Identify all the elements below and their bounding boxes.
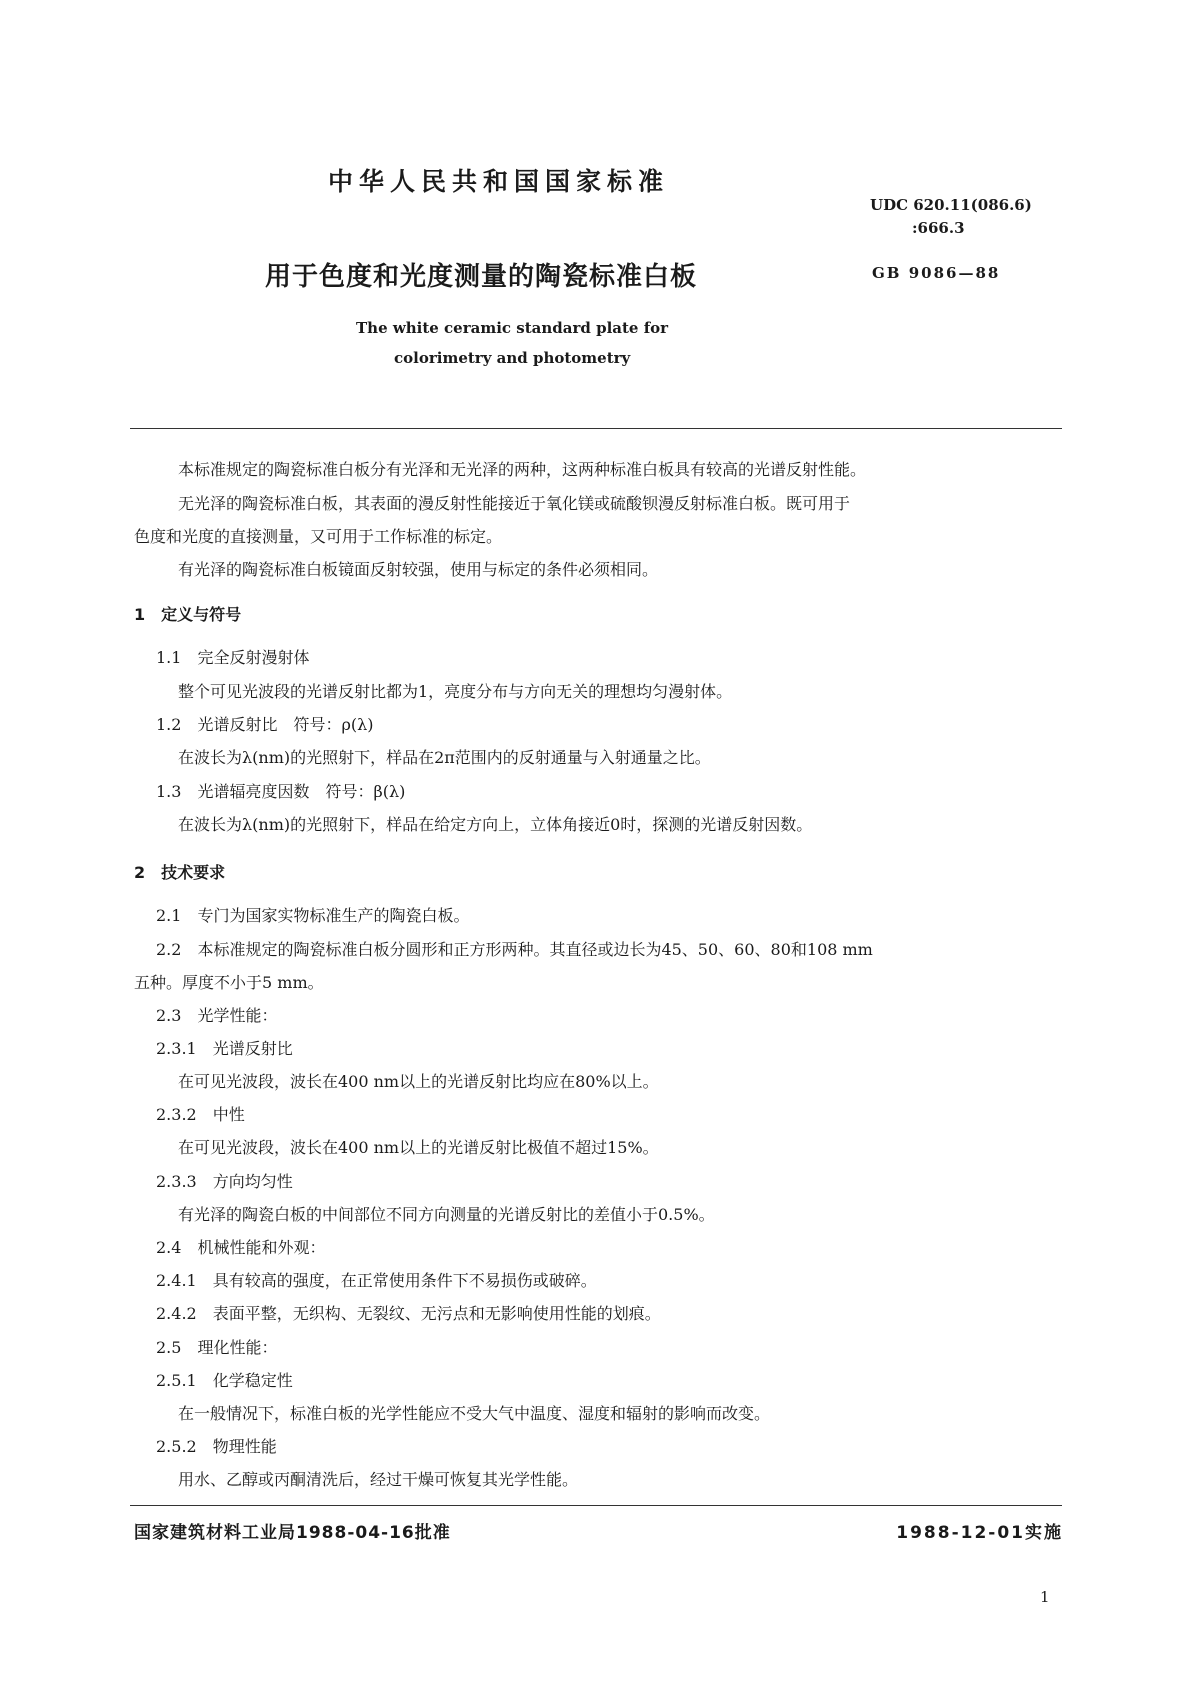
udc-code: UDC 620.11(086.6) [870,196,1032,214]
intro-paragraph-2: 无光泽的陶瓷标准白板，其表面的漫反射性能接近于氧化镁或硫酸钡漫反射标准白板。既可用于 [178,494,851,513]
intro-paragraph-1: 本标准规定的陶瓷标准白板分有光泽和无光泽的两种，这两种标准白板具有较高的光谱反射性能。 [178,460,867,479]
clause-2-2-cont: 五种。厚度不小于5 mm。 [134,973,324,992]
clause-2-4: 2.4 机械性能和外观： [156,1238,326,1257]
footer-divider [130,1505,1062,1506]
implementation-date: 1988-12-01实施 [896,1523,1063,1543]
gb-number: GB 9086—88 [872,264,1001,282]
clause-1-1: 1.1 完全反射漫射体 [156,648,310,667]
section-1-heading: 1 定义与符号 [134,605,242,624]
clause-1-2: 1.2 光谱反射比 符号：ρ(λ) [156,715,374,734]
english-title-line1: The white ceramic standard plate for [356,319,669,337]
clause-2-5-1: 2.5.1 化学稳定性 [156,1371,293,1390]
clause-2-2: 2.2 本标准规定的陶瓷标准白板分圆形和正方形两种。其直径或边长为45、50、60、80和108 mm [156,940,873,959]
header-divider [130,428,1062,429]
clause-2-3-3: 2.3.3 方向均匀性 [156,1172,293,1191]
udc-code-continued: :666.3 [912,219,965,237]
national-standard-title: 中华人民共和国国家标准 [328,167,670,196]
clause-2-5: 2.5 理化性能： [156,1338,278,1357]
clause-2-1: 2.1 专门为国家实物标准生产的陶瓷白板。 [156,906,470,925]
clause-1-1-text: 整个可见光波段的光谱反射比都为1，亮度分布与方向无关的理想均匀漫射体。 [178,682,733,701]
page-number: 1 [1040,1588,1050,1606]
document-title: 用于色度和光度测量的陶瓷标准白板 [265,262,698,292]
english-title-line2: colorimetry and photometry [394,349,631,367]
clause-2-3: 2.3 光学性能： [156,1006,278,1025]
clause-2-3-2: 2.3.2 中性 [156,1105,245,1124]
intro-paragraph-2-cont: 色度和光度的直接测量，又可用于工作标准的标定。 [134,527,503,546]
clause-2-4-1: 2.4.1 具有较高的强度，在正常使用条件下不易损伤或破碎。 [156,1271,597,1290]
clause-1-3-text: 在波长为λ(nm)的光照射下，样品在给定方向上，立体角接近0时，探测的光谱反射因数。 [178,815,813,834]
approval-statement: 国家建筑材料工业局1988-04-16批准 [134,1523,451,1543]
clause-2-5-1-text: 在一般情况下，标准白板的光学性能应不受大气中温度、湿度和辐射的影响而改变。 [178,1404,771,1423]
clause-2-4-2: 2.4.2 表面平整，无织构、无裂纹、无污点和无影响使用性能的划痕。 [156,1304,661,1323]
section-2-heading: 2 技术要求 [134,863,226,882]
clause-2-5-2: 2.5.2 物理性能 [156,1437,277,1456]
clause-2-3-1: 2.3.1 光谱反射比 [156,1039,293,1058]
intro-paragraph-3: 有光泽的陶瓷标准白板镜面反射较强，使用与标定的条件必须相同。 [178,560,659,579]
clause-2-3-3-text: 有光泽的陶瓷白板的中间部位不同方向测量的光谱反射比的差值小于0.5%。 [178,1205,715,1224]
clause-2-5-2-text: 用水、乙醇或丙酮清洗后，经过干燥可恢复其光学性能。 [178,1470,579,1489]
clause-1-3: 1.3 光谱辐亮度因数 符号：β(λ) [156,782,406,801]
clause-1-2-text: 在波长为λ(nm)的光照射下，样品在2π范围内的反射通量与入射通量之比。 [178,748,711,767]
clause-2-3-2-text: 在可见光波段，波长在400 nm以上的光谱反射比极值不超过15%。 [178,1138,659,1157]
clause-2-3-1-text: 在可见光波段，波长在400 nm以上的光谱反射比均应在80%以上。 [178,1072,659,1091]
